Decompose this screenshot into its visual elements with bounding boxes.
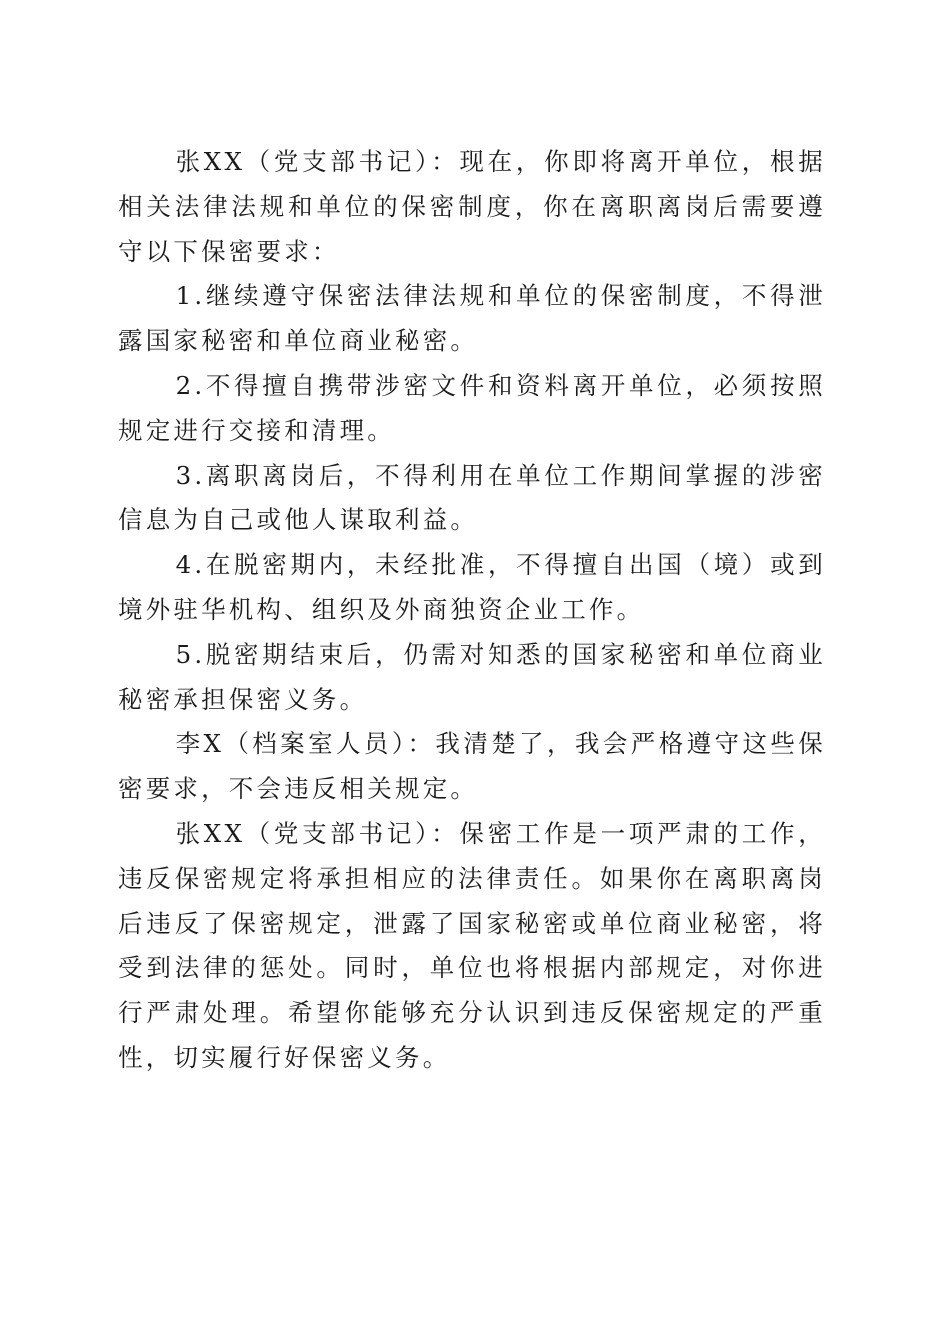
paragraph-item-3: 3.离职离岗后，不得利用在单位工作期间掌握的涉密信息为自己或他人谋取利益。 [118, 460, 826, 535]
paragraph-intro: 张XX（党支部书记）：现在，你即将离开单位，根据相关法律法规和单位的保密制度，你在离职离岗后需要遵守以下保密要求： [118, 147, 826, 266]
paragraph-item-2: 2.不得擅自携带涉密文件和资料离开单位，必须按照规定进行交接和清理。 [118, 370, 826, 445]
paragraph-closing: 张XX（党支部书记）：保密工作是一项严肃的工作，违反保密规定将承担相应的法律责任。如果你在离职离岗后违反了保密规定，泄露了国家秘密或单位商业秘密，将受到法律的惩处。同时，单位也将根据内部规定，对你进行严肃处理。希望你能够充分认识到违反保密规定的严重性，切实履行好保密义务。 [118, 818, 826, 1072]
paragraph-reply: 李X（档案室人员）：我清楚了，我会严格遵守这些保密要求，不会违反相关规定。 [118, 729, 826, 804]
paragraph-item-5: 5.脱密期结束后，仍需对知悉的国家秘密和单位商业秘密承担保密义务。 [118, 639, 826, 714]
paragraph-item-4: 4.在脱密期内，未经批准，不得擅自出国（境）或到境外驻华机构、组织及外商独资企业工作。 [118, 550, 826, 624]
document-body [118, 140, 826, 1081]
paragraph-item-1: 1.继续遵守保密法律法规和单位的保密制度，不得泄露国家秘密和单位商业秘密。 [118, 281, 826, 356]
